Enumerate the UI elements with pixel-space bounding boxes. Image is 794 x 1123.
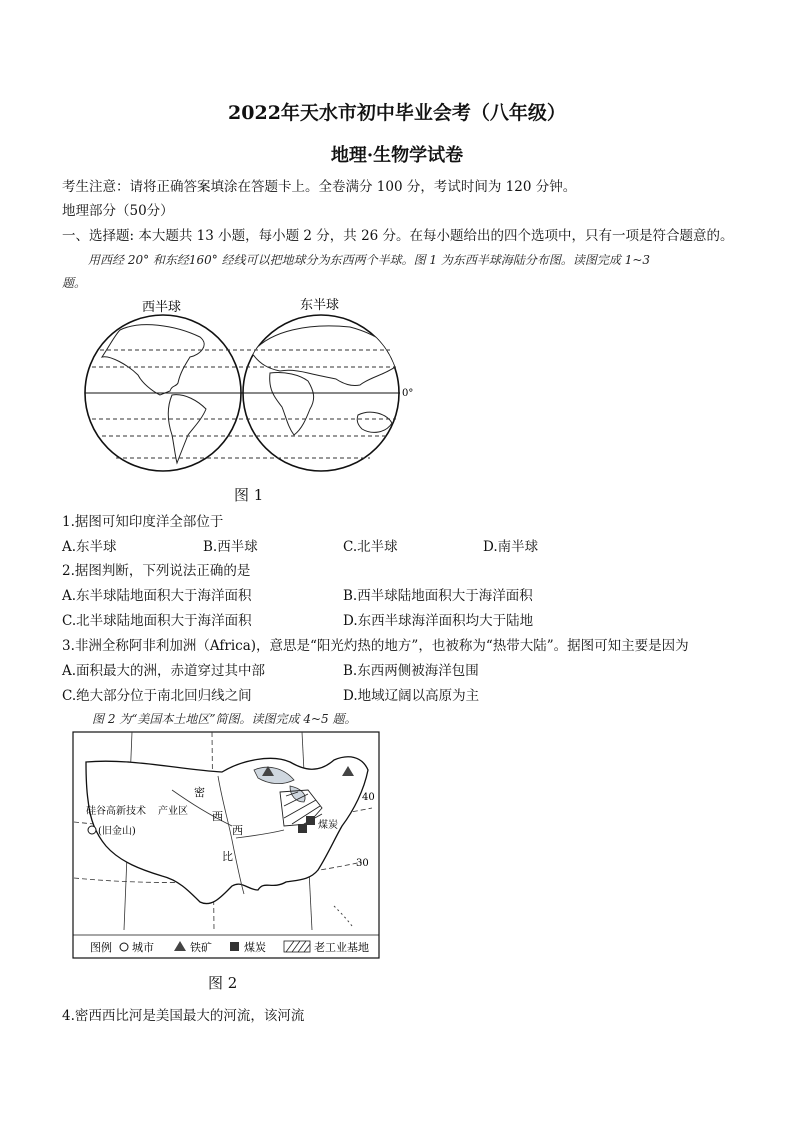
option-a[interactable]: A.面积最大的洲，赤道穿过其中部 — [62, 663, 266, 679]
legend-industrial-icon — [284, 941, 310, 952]
option-c[interactable]: C.北半球 — [343, 539, 398, 555]
notice: 考生注意：请将正确答案填涂在答题卡上。全卷满分 100 分，考试时间为 120 分钟。 — [62, 179, 577, 195]
option-b[interactable]: B.东西两侧被海洋包围 — [343, 663, 479, 679]
figure-caption: 图 2 — [208, 974, 238, 992]
section-heading: 地理部分（50分） — [62, 203, 174, 219]
legend-city-label: 城市 — [132, 941, 154, 954]
intro-line: 题。 — [62, 276, 87, 290]
page-subtitle: 地理·生物学试卷 — [330, 145, 464, 166]
coal-icon — [298, 824, 307, 833]
intro-line: 用西经 20° 和东经160° 经线可以把地球分为东西两个半球。图 1 为东西半球海陆分布图。读图完成 1~3 — [88, 253, 651, 267]
usa-map — [72, 730, 382, 960]
africa-shape — [270, 372, 314, 435]
river-label: 西 — [212, 810, 223, 823]
west-hemisphere-label: 西半球 — [142, 300, 182, 315]
question-stem: 1.据图可知印度洋全部位于 — [62, 514, 224, 530]
legend-title: 图例 — [90, 941, 112, 954]
greenland-shape — [198, 316, 212, 326]
option-b[interactable]: B.西半球 — [203, 539, 258, 555]
question-stem: 4.密西西比河是美国最大的河流，该河流 — [62, 1008, 305, 1024]
part-heading: 一、选择题: 本大题共 13 小题，每小题 2 分，共 26 分。在每小题给出的四个选项中，只有一项是符合题意的。 — [62, 228, 734, 244]
legend-city-icon — [120, 943, 128, 951]
question-stem: 2.据图判断，下列说法正确的是 — [62, 563, 251, 579]
intro-line: 图 2 为“美国本土地区”简图。读图完成 4~5 题。 — [92, 712, 357, 726]
river-label: 比 — [222, 850, 233, 863]
river-label: 密 — [194, 786, 205, 799]
latitude-40-label: 40 — [362, 792, 375, 803]
river-label: 西 — [232, 824, 243, 837]
option-d[interactable]: D.东西半球海洋面积均大于陆地 — [343, 613, 534, 629]
equator-degree-label: 0° — [402, 388, 414, 399]
question-stem: 3.非洲全称阿非利加洲（Africa)，意思是“阳光灼热的地方”，也被称为“热带大陆”。据图可知主要是因为 — [62, 638, 689, 654]
option-c[interactable]: C.北半球陆地面积大于海洋面积 — [62, 613, 252, 629]
latitude-30-label: 30 — [356, 858, 369, 869]
east-hemisphere-label: 东半球 — [300, 298, 340, 313]
city-icon — [88, 826, 96, 834]
coal-icon — [306, 816, 315, 825]
option-c[interactable]: C.绝大部分位于南北回归线之间 — [62, 688, 252, 704]
legend-industrial-label: 老工业基地 — [314, 941, 369, 954]
city-label: (旧金山) — [98, 826, 136, 837]
legend-coal-label: 煤炭 — [244, 941, 266, 954]
australia-shape — [357, 412, 392, 432]
legend-coal-icon — [230, 942, 239, 951]
hemisphere-map — [80, 295, 414, 470]
legend-iron-label: 铁矿 — [190, 941, 212, 954]
option-b[interactable]: B.西半球陆地面积大于海洋面积 — [343, 588, 533, 604]
figure-caption: 图 1 — [234, 486, 264, 504]
page-title: 2022年天水市初中毕业会考（八年级） — [228, 102, 566, 124]
south-america-shape — [168, 395, 206, 463]
north-america-shape — [102, 325, 204, 395]
silicon-valley-label: 硅谷高新技术 — [86, 806, 146, 817]
option-d[interactable]: D.地域辽阔以高原为主 — [343, 688, 480, 704]
option-a[interactable]: A.东半球 — [62, 539, 117, 555]
option-a[interactable]: A.东半球陆地面积大于海洋面积 — [62, 588, 252, 604]
option-d[interactable]: D.南半球 — [483, 539, 539, 555]
coal-label: 煤炭 — [318, 820, 338, 831]
silicon-valley-label-2: 产业区 — [158, 806, 188, 817]
